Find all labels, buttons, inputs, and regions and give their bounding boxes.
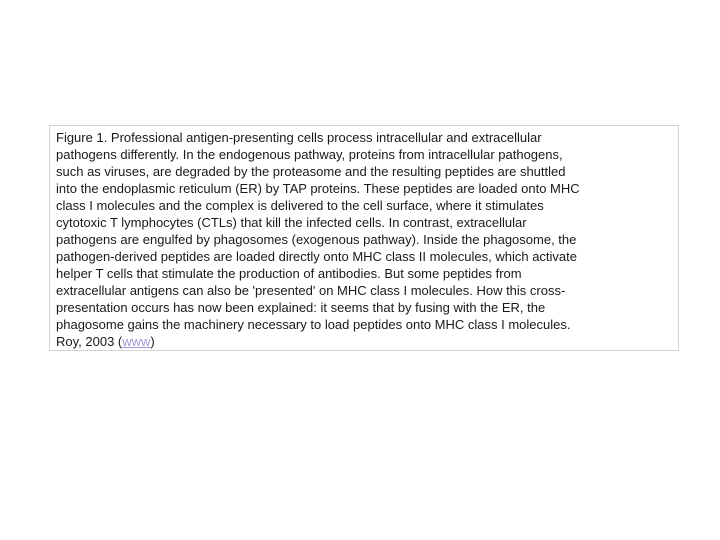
citation-suffix: ) <box>150 334 155 349</box>
caption-line-9: helper T cells that stimulate the production of antibodies. But some peptides from <box>56 266 522 281</box>
caption-line-12: phagosome gains the machinery necessary to load peptides onto MHC class I molecules. <box>56 317 571 332</box>
caption-line-5: class I molecules and the complex is delivered to the cell surface, where it stimulates <box>56 198 544 213</box>
caption-line-2: pathogens differently. In the endogenous pathway, proteins from intracellular pathogens, <box>56 147 563 162</box>
caption-line-4: into the endoplasmic reticulum (ER) by TAP proteins. These peptides are loaded onto MHC <box>56 181 580 196</box>
figure-caption-text <box>56 129 672 350</box>
citation-prefix: Roy, 2003 ( <box>56 334 123 349</box>
caption-line-11: presentation occurs has now been explained: it seems that by fusing with the ER, the <box>56 300 546 315</box>
caption-line-6: cytotoxic T lymphocytes (CTLs) that kill the infected cells. In contrast, extracellular <box>56 215 527 230</box>
caption-line-1: Figure 1. Professional antigen-presenting cells process intracellular and extracellular <box>56 130 542 145</box>
caption-line-8: pathogen-derived peptides are loaded directly onto MHC class II molecules, which activate <box>56 249 577 264</box>
caption-line-7: pathogens are engulfed by phagosomes (exogenous pathway). Inside the phagosome, the <box>56 232 577 247</box>
citation-line <box>56 333 672 350</box>
figure-caption-box <box>49 125 679 351</box>
www-link[interactable]: www <box>122 334 151 349</box>
caption-line-10: extracellular antigens can also be 'presented' on MHC class I molecules. How this cross- <box>56 283 566 298</box>
caption-line-3: such as viruses, are degraded by the proteasome and the resulting peptides are shuttled <box>56 164 566 179</box>
